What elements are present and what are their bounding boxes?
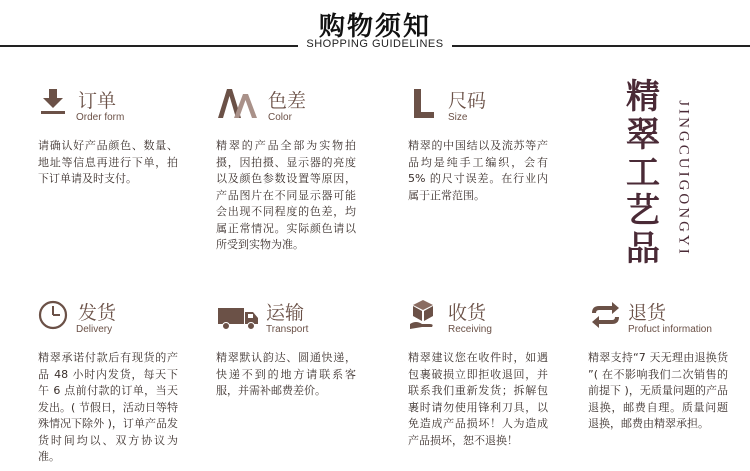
card-subtitle: Transport [266,324,309,335]
card-body: 精翠承诺付款后有现货的产品 48 小时内发货，每天下午 6 点前付款的订单，当天发出。( 节假日，活动日等特殊情况下除外 )，订单产品发货时间均以、双方协议为准。 [38,351,178,463]
card-body: 精翠的产品全部为实物拍摄，因拍摄、显示器的亮度以及颜色参数设置等原因，产品图片在不同显示器可能会出现不同程度的色差，均属正常情况。实际颜色请以所受到实物为准。 [216,139,356,251]
card-title: 发货 [78,302,117,324]
card-subtitle: Delivery [76,324,113,335]
truck-icon [216,298,262,332]
card-title: 运输 [266,302,305,324]
card-title: 收货 [448,302,487,324]
card-body: 请确认好产品颜色、数量、地址等信息再进行下单，拍下订单请及时支付。 [38,139,178,185]
card-subtitle: Size [448,112,468,123]
card-title: 色差 [268,90,307,112]
exchange-arrows-icon [588,298,624,332]
card-body: 精翠支持“7 天无理由退换货 ”( 在不影响我们二次销售的前提下 )，无质量问题的产品退换，邮费自理。质量问题退换，邮费由精翠承担。 [588,351,728,430]
clock-icon [38,298,74,332]
card-body: 精翠默认韵达、圆通快递，快递不到的地方请联系客服，并需补邮费差价。 [216,351,356,397]
card-title: 退货 [628,302,667,324]
card-body: 精翠建议您在收件时，如遇包裹破损立即拒收退回，并联系我们重新发货；拆解包裹时请勿使用锋利刀具，以免造成产品损坏！人为造成产品损坏，恕不退换！ [408,351,548,447]
divider-right [452,45,750,47]
card-title: 尺码 [448,90,487,112]
color-aa-icon [216,86,260,120]
page-subtitle: SHOPPING GUIDELINES [306,38,444,50]
card-title: 订单 [78,90,117,112]
page-title: 购物须知 [318,12,431,42]
brand-logo [612,70,712,270]
size-l-icon [408,86,444,120]
divider-left [0,45,298,47]
brand-name-pinyin: JINGCUIGONGYI [675,100,692,257]
order-download-icon [38,86,74,120]
header [0,0,750,64]
card-subtitle: Order form [76,112,125,123]
package-hand-icon [408,298,444,332]
card-subtitle: Profuct information [628,324,712,335]
card-body: 精翠的中国结以及流苏等产品均是纯手工编织，会有 5% 的尺寸误差。在行业内属于正常范围。 [408,139,548,202]
brand-name-chinese: 精翠工艺品 [626,77,660,269]
card-subtitle: Color [268,112,292,123]
card-subtitle: Receiving [448,324,492,335]
